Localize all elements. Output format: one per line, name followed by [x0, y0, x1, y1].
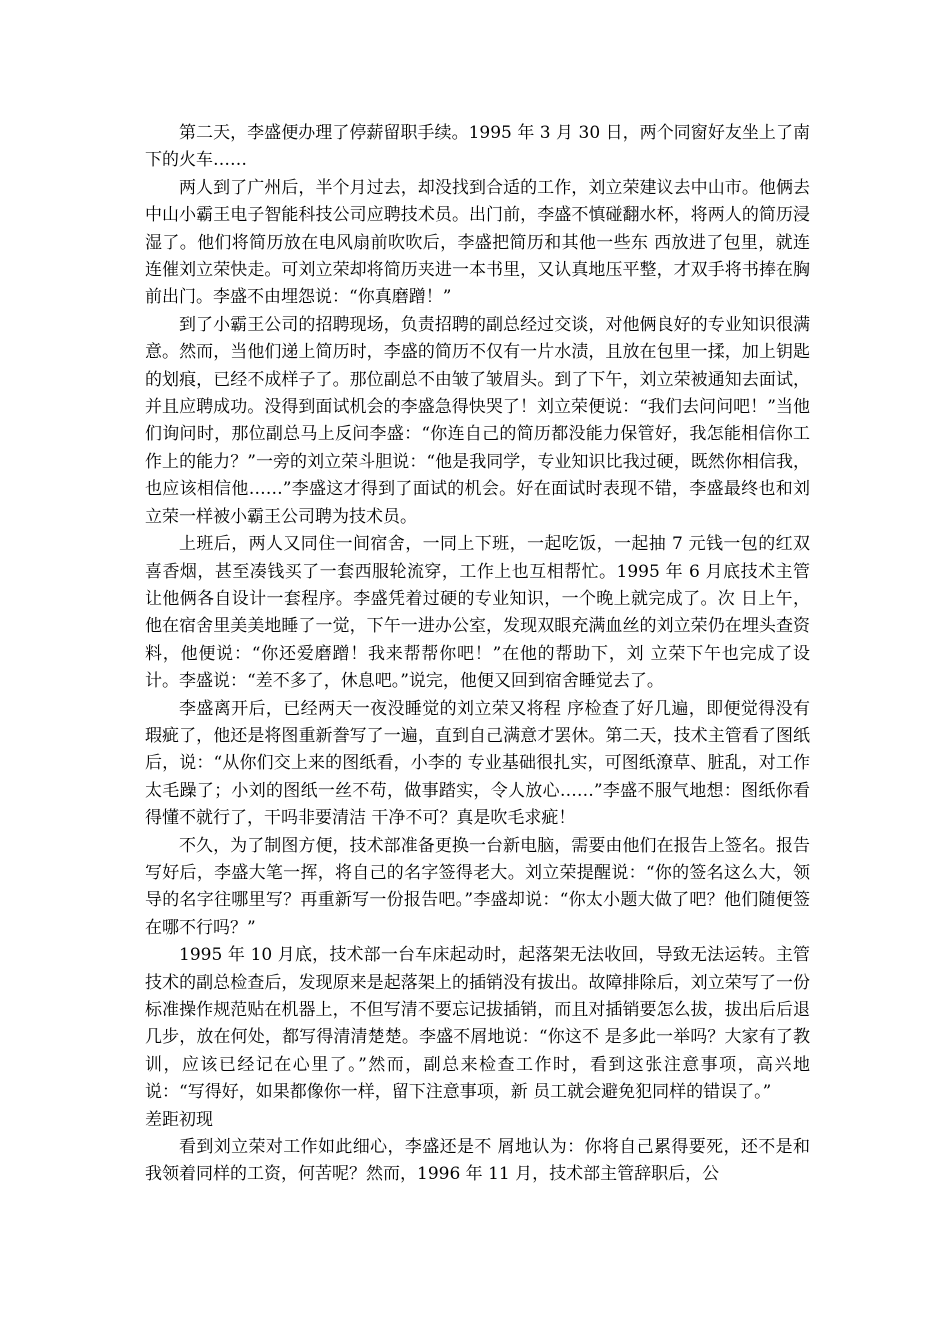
paragraph-7: 1995 年 10 月底，技术部一台车床起动时，起落架无法收回，导致无法运转。主管技术的副总检查后，发现原来是起落架上的插销没有拔出。故障排除后，刘立荣写了一份标准操作规范贴在机器上，不但写清不要忘记拔插销，而且对插销要怎么拔，拔出后后退几步，放在何处，都写得清清楚楚。李盛不屑地说：“你这不 是多此一举吗？大家有了教训，应该已经记在心里了。”然而，副总来检查工作时，看到这张注意事项，高兴地说：“写得好，如果都像你一样，留下注意事项，新 员工就会避免犯同样的错误了。”: [145, 945, 810, 1103]
paragraph-5: 李盛离开后，已经两天一夜没睡觉的刘立荣又将程 序检查了好几遍，即便觉得没有瑕疵了，他还是将图重新誊写了一遍，直到自己满意才罢休。第二天，技术主管看了图纸后，说：“从你们交上来的图纸看，小李的 专业基础很扎实，可图纸潦草、脏乱，对工作太毛躁了；小刘的图纸一丝不苟，做事踏实，令人放心……”李盛不服气地想：图纸你看得懂不就行了，干吗非要清洁 干净不可？真是吹毛求疵！: [145, 698, 810, 829]
paragraph-6: 不久，为了制图方便，技术部准备更换一台新电脑，需要由他们在报告上签名。报告写好后，李盛大笔一挥，将自己的名字签得老大。刘立荣提醒说：“你的签名这么大，领导的名字往哪里写？再重新写一份报告吧。”李盛却说：“你太小题大做了吧？他们随便签在哪不行吗？”: [145, 835, 810, 938]
document-page: [145, 120, 810, 1189]
paragraph-2: 两人到了广州后，半个月过去，却没找到合适的工作，刘立荣建议去中山市。他俩去中山小霸王电子智能科技公司应聘技术员。出门前，李盛不慎碰翻水杯，将两人的简历浸湿了。他们将简历放在电风扇前吹吹后，李盛把简历和其他一些东 西放进了包里，就连连催刘立荣快走。可刘立荣却将简历夹进一本书里，又认真地压平整，才双手将书捧在胸前出门。李盛不由埋怨说：“你真磨蹭！”: [145, 177, 810, 308]
paragraph-8: 看到刘立荣对工作如此细心，李盛还是不 屑地认为：你将自己累得要死，还不是和我领着同样的工资，何苦呢？然而，1996 年 11 月，技术部主管辞职后，公: [145, 1137, 810, 1185]
paragraph-3: 到了小霸王公司的招聘现场，负责招聘的副总经过交谈，对他俩良好的专业知识很满意。然而，当他们递上简历时，李盛的简历不仅有一片水渍，且放在包里一揉，加上钥匙的划痕，已经不成样子了。那位副总不由皱了皱眉头。到了下午，刘立荣被通知去面试，并且应聘成功。没得到面试机会的李盛急得快哭了！刘立荣便说：“我们去问问吧！”当他们询问时，那位副总马上反问李盛：“你连自己的简历都没能力保管好，我怎能相信你工 作上的能力？”一旁的刘立荣斗胆说：“他是我同学，专业知识比我过硬，既然你相信我，也应该相信他……”李盛这才得到了面试的机会。好在面试时表现不错，李盛最终也和刘立荣一样被小霸王公司聘为技术员。: [145, 314, 810, 527]
paragraph-4: 上班后，两人又同住一间宿舍，一同上下班，一起吃饭，一起抽 7 元钱一包的红双喜香烟，甚至凑钱买了一套西服轮流穿，工作上也互相帮忙。1995 年 6 月底技术主管让他俩各自设计一套程序。李盛凭着过硬的专业知识，一个晚上就完成了。次 日上午，他在宿舍里美美地睡了一觉，下午一进办公室，发现双眼充满血丝的刘立荣仍在埋头查资料，他便说：“你还爱磨蹭！我来帮帮你吧！”在他的帮助下，刘 立荣下午也完成了设计。李盛说：“差不多了，休息吧。”说完，他便又回到宿舍睡觉去了。: [145, 534, 810, 692]
section-heading: 差距初现: [145, 1109, 213, 1130]
paragraph-1: 第二天，李盛便办理了停薪留职手续。1995 年 3 月 30 日，两个同窗好友坐上了南下的火车……: [145, 123, 810, 171]
